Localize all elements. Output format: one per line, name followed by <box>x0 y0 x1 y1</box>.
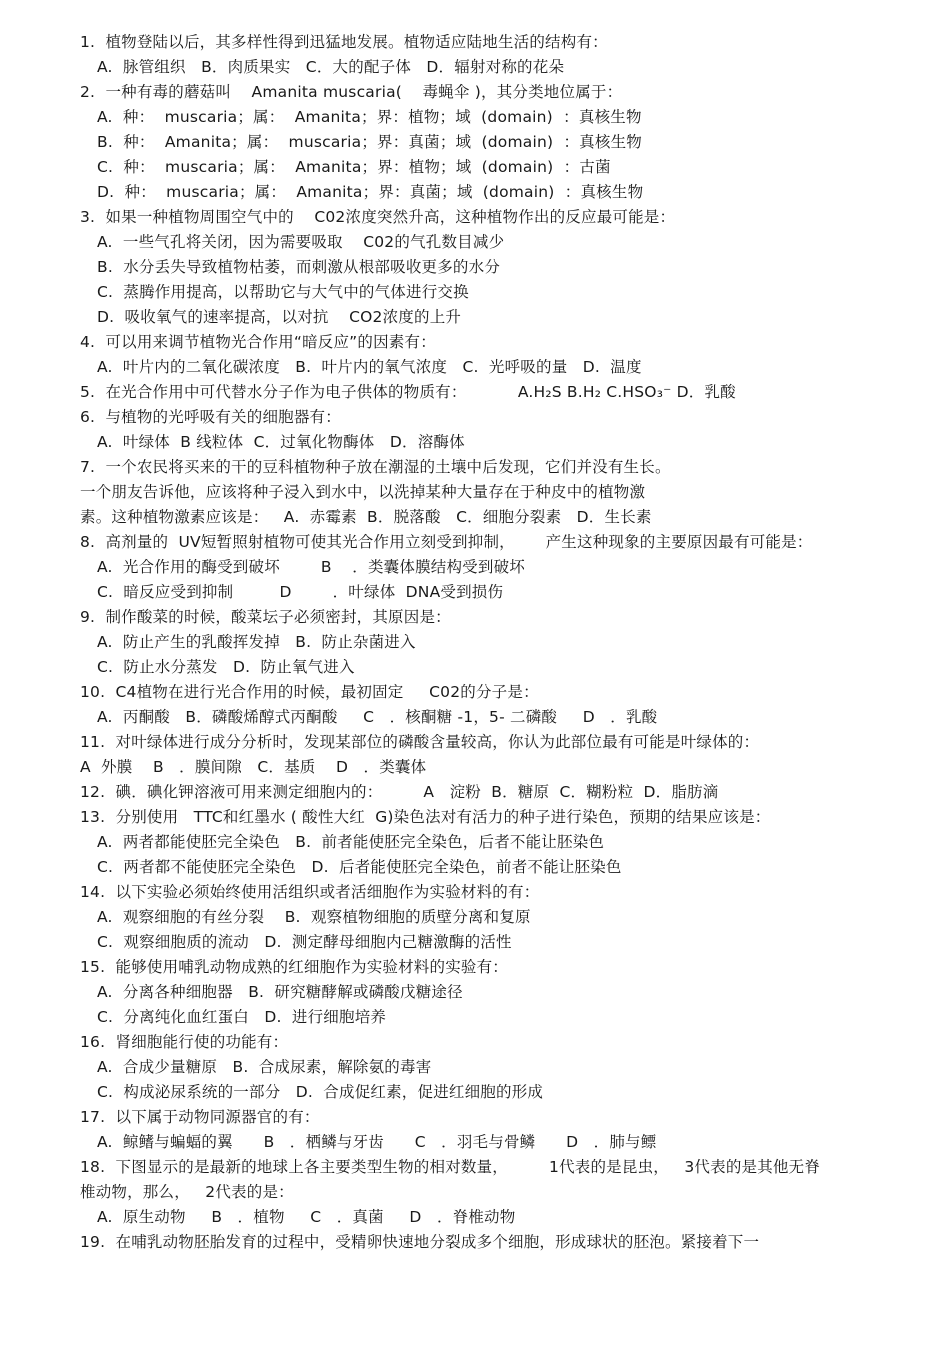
q16-options-cd: C. 构成泌尿系统的一部分 D. 合成促红素，促进红细胞的形成 <box>97 1083 544 1101</box>
q16-options-ab: A. 合成少量糖原 B. 合成尿素，解除氨的毒害 <box>97 1058 432 1076</box>
question-2: 2. 一种有毒的蘑菇叫 Amanita muscaria( 毒蝇伞 )，其分类地位属于： <box>80 83 623 101</box>
question-13: 13. 分别使用 TTC和红墨水 ( 酸性大红 G)染色法对有活力的种子进行染色，预期的结果应该是： <box>80 808 771 826</box>
question-17: 17. 以下属于动物同源器官的有： <box>80 1108 320 1126</box>
q2-option-b: B. 种： Amanita；属： muscaria；界：真菌；域 (domain) ：真核生物 <box>97 133 642 151</box>
question-7-options: 素。这种植物激素应该是： A. 赤霉素 B．脱落酸 C．细胞分裂素 D．生长素 <box>80 508 652 526</box>
question-4: 4. 可以用来调节植物光合作用“暗反应”的因素有： <box>80 333 436 351</box>
q14-options-ab: A. 观察细胞的有丝分裂 B. 观察植物细胞的质壁分离和复原 <box>97 908 531 926</box>
q8-options-ab: A. 光合作用的酶受到破坏 B ．类囊体膜结构受到破坏 <box>97 558 525 576</box>
question-18: 18. 下图显示的是最新的地球上各主要类型生物的相对数量， 1代表的是昆虫， 3代表的是其他无脊 <box>80 1158 821 1176</box>
q3-option-c: C. 蒸腾作用提高，以帮助它与大气中的气体进行交换 <box>97 283 469 301</box>
q3-option-d: D. 吸收氧气的速率提高，以对抗 CO2浓度的上升 <box>97 308 462 326</box>
q10-options: A. 丙酮酸 B．磷酸烯醇式丙酮酸 C ．核酮糖 -1，5- 二磷酸 D ．乳酸 <box>97 708 658 726</box>
question-11: 11. 对叶绿体进行成分分析时，发现某部位的磷酸含量较高，你认为此部位最有可能是叶绿体的： <box>80 733 760 751</box>
question-6: 6. 与植物的光呼吸有关的细胞器有： <box>80 408 341 426</box>
q9-options-cd: C. 防止水分蒸发 D. 防止氧气进入 <box>97 658 355 676</box>
q15-options-cd: C. 分离纯化血红蛋白 D. 进行细胞培养 <box>97 1008 387 1026</box>
question-7-cont: 一个朋友告诉他，应该将种子浸入到水中，以洗掉某种大量存在于种皮中的植物激 <box>80 483 646 501</box>
question-16: 16. 肾细胞能行使的功能有： <box>80 1033 289 1051</box>
q3-option-b: B. 水分丢失导致植物枯萎，而刺激从根部吸收更多的水分 <box>97 258 501 276</box>
q9-options-ab: A. 防止产生的乳酸挥发掉 B. 防止杂菌进入 <box>97 633 416 651</box>
q17-options: A. 鲸鳍与蝙蝠的翼 B ．栖鳞与牙齿 C ．羽毛与骨鳞 D ．肺与鳔 <box>97 1133 657 1151</box>
question-3: 3. 如果一种植物周围空气中的 C02浓度突然升高，这种植物作出的反应最可能是： <box>80 208 676 226</box>
q11-options: A 外膜 B ．膜间隙 C．基质 D ．类囊体 <box>80 758 427 776</box>
q15-options-ab: A. 分离各种细胞器 B. 研究糖酵解或磷酸戊糖途径 <box>97 983 463 1001</box>
q14-options-cd: C. 观察细胞质的流动 D. 测定酵母细胞内己糖激酶的活性 <box>97 933 512 951</box>
q2-option-c: C. 种： muscaria；属： Amanita；界：植物；域 (domain) ：古菌 <box>97 158 611 176</box>
question-1: 1. 植物登陆以后，其多样性得到迅猛地发展。植物适应陆地生活的结构有： <box>80 33 608 51</box>
question-12: 12. 碘．碘化钾溶液可用来测定细胞内的： A 淀粉 B．糖原 C．糊粉粒 D．脂肪滴 <box>80 783 719 801</box>
question-7: 7. 一个农民将买来的干的豆科植物种子放在潮湿的土壤中后发现，它们并没有生长。 <box>80 458 671 476</box>
q3-option-a: A. 一些气孔将关闭，因为需要吸取 C02的气孔数目减少 <box>97 233 505 251</box>
q18-options: A. 原生动物 B ．植物 C ．真菌 D ．脊椎动物 <box>97 1208 516 1226</box>
question-19: 19. 在哺乳动物胚胎发育的过程中，受精卵快速地分裂成多个细胞，形成球状的胚泡。紧接着下一 <box>80 1233 760 1251</box>
question-8: 8. 高剂量的 UV短暂照射植物可使其光合作用立刻受到抑制， 产生这种现象的主要原因最有可能是： <box>80 533 813 551</box>
q13-options-cd: C. 两者都不能使胚完全染色 D. 后者能使胚完全染色，前者不能让胚染色 <box>97 858 622 876</box>
question-5: 5. 在光合作用中可代替水分子作为电子供体的物质有： A.H₂S B.H₂ C.HSO₃⁻ D．乳酸 <box>80 383 736 401</box>
q2-option-a: A. 种： muscaria；属： Amanita；界：植物；域 (domain) ：真核生物 <box>97 108 642 126</box>
q1-options: A. 脉管组织 B．肉质果实 C．大的配子体 D．辐射对称的花朵 <box>97 58 565 76</box>
q2-option-d: D. 种： muscaria；属： Amanita；界：真菌；域 (domain) ：真核生物 <box>97 183 644 201</box>
question-10: 10. C4植物在进行光合作用的时候，最初固定 C02的分子是： <box>80 683 539 701</box>
question-9: 9. 制作酸菜的时候，酸菜坛子必须密封，其原因是： <box>80 608 451 626</box>
q13-options-ab: A. 两者都能使胚完全染色 B. 前者能使胚完全染色，后者不能让胚染色 <box>97 833 605 851</box>
q8-options-cd: C. 暗反应受到抑制 D ．叶绿体 DNA受到损伤 <box>97 583 504 601</box>
question-14: 14. 以下实验必须始终使用活组织或者活细胞作为实验材料的有： <box>80 883 540 901</box>
q6-options: A. 叶绿体 B 线粒体 C．过氧化物酶体 D．溶酶体 <box>97 433 465 451</box>
question-15: 15. 能够使用哺乳动物成熟的红细胞作为实验材料的实验有： <box>80 958 509 976</box>
question-18-cont: 椎动物，那么， 2代表的是： <box>80 1183 294 1201</box>
q4-options: A. 叶片内的二氧化碳浓度 B. 叶片内的氧气浓度 C. 光呼吸的量 D. 温度 <box>97 358 642 376</box>
